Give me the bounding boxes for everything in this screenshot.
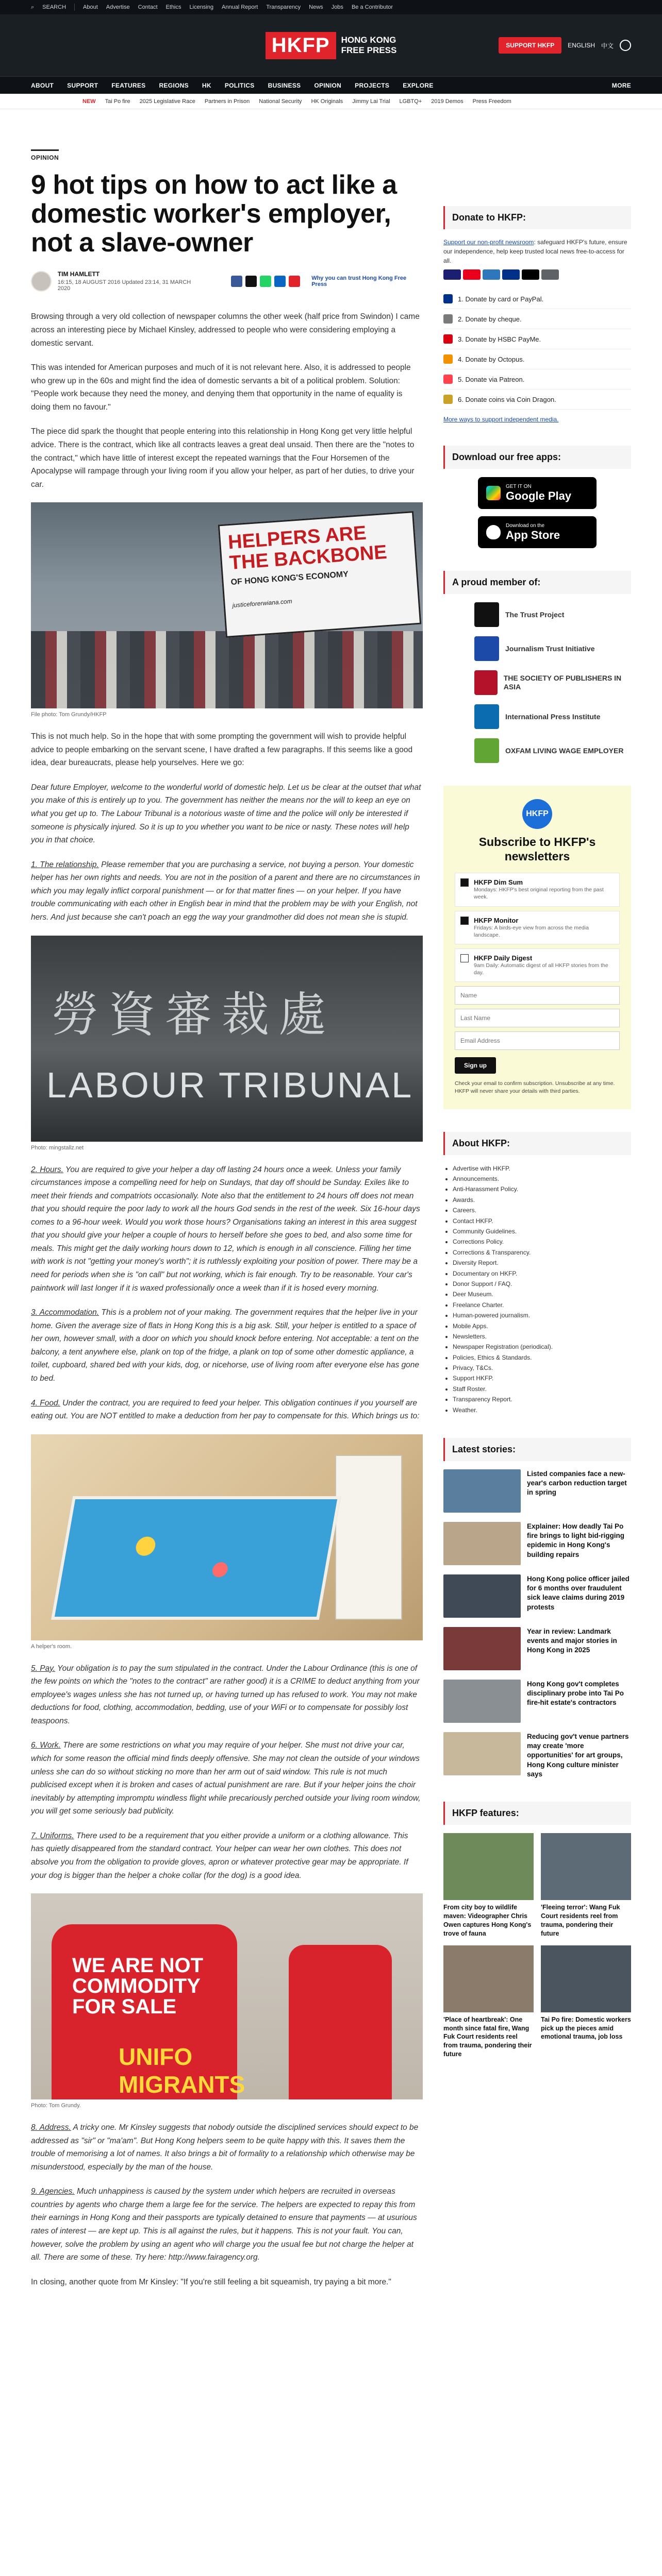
tip-heading: 4. Food. bbox=[31, 1398, 60, 1408]
banner-headline: HELPERS ARE THE BACKBONE bbox=[227, 522, 388, 574]
donate-option-label: 2. Donate by cheque. bbox=[458, 315, 522, 323]
topbar-link-transparency[interactable]: Transparency bbox=[266, 4, 301, 10]
red-shirt bbox=[52, 1924, 245, 2099]
story-thumbnail bbox=[443, 1627, 521, 1670]
paragraph bbox=[31, 1163, 423, 1295]
feature-card[interactable] bbox=[541, 1833, 631, 1938]
about-link[interactable]: • Mobile Apps. bbox=[453, 1321, 631, 1331]
about-link[interactable]: • Weather. bbox=[453, 1405, 631, 1415]
paragraph bbox=[31, 1662, 423, 1728]
latest-title: Latest stories: bbox=[443, 1438, 631, 1461]
donate-option-label: 1. Donate by card or PayPal. bbox=[458, 295, 544, 303]
latest-story[interactable] bbox=[443, 1732, 631, 1779]
linkedin-icon[interactable] bbox=[274, 276, 286, 287]
divider bbox=[74, 4, 75, 11]
about-link[interactable]: • Corrections & Transparency. bbox=[453, 1247, 631, 1258]
search-icon[interactable]: ⌕ bbox=[31, 4, 35, 10]
donate-description: : safeguard HKFP's future, ensure our independence, help keep trusted local news free-to-access for all. bbox=[443, 239, 627, 264]
trending-item[interactable]: Press Freedom bbox=[472, 98, 511, 105]
paragraph: This is not much help. So in the hope that with some prompting the government will wish to provide helpful advice to people embarking on the servant scene, I have drafted a few paragraphs. If this seems like a good idea, dear bureaucrats, please help yourselves. Here we go: bbox=[31, 732, 413, 768]
app-store-small: Download on the bbox=[506, 522, 545, 529]
photo-caption: A helper's room. bbox=[31, 1643, 72, 1650]
trending-label: NEW bbox=[82, 98, 96, 105]
topbar-link-annual-report[interactable]: Annual Report bbox=[222, 4, 258, 10]
story-title: Listed companies face a new-year's carbon reduction target in spring bbox=[527, 1470, 627, 1497]
membership-widget bbox=[443, 571, 631, 763]
about-link[interactable]: • Community Guidelines. bbox=[453, 1226, 631, 1236]
protest-banner bbox=[218, 511, 421, 638]
feature-title: Tai Po fire: Domestic workers pick up the pieces amid emotional trauma, job loss bbox=[541, 2015, 631, 2041]
story-thumbnail bbox=[443, 1574, 521, 1618]
feature-image bbox=[443, 1833, 534, 1900]
about-link[interactable]: • Advertise with HKFP. bbox=[453, 1163, 631, 1174]
google-pay-icon bbox=[541, 269, 559, 280]
feature-title: From city boy to wildlife maven: Videographer Chris Owen captures Hong Kong's trove of fauna bbox=[443, 1904, 532, 1937]
latest-story[interactable] bbox=[443, 1522, 631, 1565]
facebook-icon[interactable] bbox=[231, 276, 242, 287]
member-name: THE SOCIETY OF PUBLISHERS IN ASIA bbox=[503, 674, 622, 691]
nav-about[interactable]: ABOUT bbox=[31, 81, 54, 89]
story-thumbnail bbox=[443, 1680, 521, 1723]
trending-bar bbox=[0, 94, 662, 109]
latest-story[interactable] bbox=[443, 1469, 631, 1513]
trending-item[interactable]: National Security bbox=[259, 98, 302, 105]
page-content bbox=[0, 149, 662, 2300]
topbar-link-jobs[interactable]: Jobs bbox=[331, 4, 343, 10]
tip-body: You are required to give your helper a day off lasting 24 hours once a week. Unless your family circumstances impose a compelling need for help on Sundays, that day off should be Sunday. Exiles like to meet their friends and compatriots occasionally. Note also that the entitlement to 24 hours off does not mean that you should require the poor lady to work all the hours God sends in the rest of the week. Six 16-hour days comes to a 96-hour week. Would you work those hours? Organisations taking an interest in this area suggest that you should give your helper a couple of hours to herself before she goes to bed, and also some time for meals. This might get the daily working hours down to 12, which is enough in all conscience. Filling her time with work is not "getting your money's worth"; it is ruthlessly exploiting your position of power. There may be a need for periods when she is "on call" but not working, which is fair enough. Try to be reasonable. Your car's paintwork will last longer if it is waxed professionally once a week than if it is hosed every morning. bbox=[31, 1165, 420, 1293]
about-link[interactable]: • Documentary on HKFP. bbox=[453, 1268, 631, 1279]
author-name[interactable]: TIM HAMLETT bbox=[57, 270, 100, 278]
latest-stories-widget bbox=[443, 1438, 631, 1779]
nav-hk[interactable]: HK bbox=[202, 81, 211, 89]
donate-option[interactable] bbox=[443, 309, 631, 329]
story-title: Explainer: How deadly Tai Po fire brings to light bid-rigging epidemic in Hong Kong's building repairs bbox=[527, 1522, 624, 1558]
photo-labour-tribunal bbox=[31, 936, 423, 1142]
tip-body: This is a problem not of your making. The government requires that the helper live in your home. Given the average size of flats in Hong Kong this is a big ask. Still, your helper is entitled to a space of her own, however small, with a door on which you should knock before entering. Not acceptable: a tent on the balcony, a tent anywhere else, plank on top of the fridge, a plank on top of some other domestic appliance, a toilet, cupboard, shared bed with your kids, dog, or nicehorse, use of living room after everyone else has gone to bed. bbox=[31, 1308, 420, 1383]
member-item[interactable] bbox=[443, 738, 631, 763]
about-link[interactable]: • Donor Support / FAQ. bbox=[453, 1279, 631, 1289]
topbar-link-news[interactable]: News bbox=[309, 4, 323, 10]
paragraph: In closing, another quote from Mr Kinsley: "If you're still feeling a bit squeamish, try paying a bit more." bbox=[31, 2277, 391, 2286]
newsletter-desc: Fridays: A birds-eye view from across the media landscape. bbox=[474, 924, 589, 938]
tip-body: Under the contract, you are required to feed your helper. This obligation continues if you yourself are eating out. You are NOT entitled to make a deduction from her pay to compensate for this. Which brings us to: bbox=[31, 1398, 420, 1421]
tip-body: Much unhappiness is caused by the system under which helpers are recruited in overseas countries by agents who charge them a large fee for the service. The helpers are expected to repay this from their earnings in Hong Kong and their passports are typically detained to ensure that payments — at usurious rates of interest — are kept up. This is all against the rules, but it happens. This is not your fault. You can, however, solve the problem by using an agent who will charge you the usual fee but not charge the helper at all. There are some of these. Try here: http://www.fairagency.org. bbox=[31, 2187, 417, 2262]
trending-item[interactable]: LGBTQ+ bbox=[399, 98, 422, 105]
newsletter-title: Subscribe to HKFP's newsletters bbox=[478, 835, 596, 863]
topbar-link-advertise[interactable]: Advertise bbox=[106, 4, 130, 10]
nav-regions[interactable]: REGIONS bbox=[159, 81, 189, 89]
about-link[interactable]: • Corrections Policy. bbox=[453, 1236, 631, 1247]
donate-option[interactable] bbox=[443, 389, 631, 410]
nav-features[interactable]: FEATURES bbox=[111, 81, 146, 89]
photo-caption: Photo: mingstallz.net bbox=[31, 1144, 84, 1151]
features-widget bbox=[443, 1802, 631, 2059]
banner-subline: OF HONG KONG'S ECONOMY bbox=[230, 570, 349, 587]
topbar-link-licensing[interactable]: Licensing bbox=[189, 4, 213, 10]
sign-english: LABOUR TRIBUNAL bbox=[46, 1064, 414, 1105]
nav-more[interactable]: MORE bbox=[611, 81, 631, 89]
payme-icon bbox=[443, 334, 453, 344]
newsletter-desc: 9am Daily: Automatic digest of all HKFP stories from the day. bbox=[474, 962, 608, 976]
tip-heading: 7. Uniforms. bbox=[31, 1831, 74, 1840]
donate-option[interactable] bbox=[443, 289, 631, 309]
photo-caption: File photo: Tom Grundy/HKFP bbox=[31, 711, 107, 718]
newsletter-option[interactable] bbox=[455, 911, 620, 944]
apps-title: Download our free apps: bbox=[443, 446, 631, 469]
photo-caption: Photo: Tom Grundy. bbox=[31, 2103, 81, 2109]
paragraph bbox=[31, 858, 423, 924]
amex-icon bbox=[483, 269, 500, 280]
story-thumbnail bbox=[443, 1732, 521, 1775]
newsletter-option[interactable] bbox=[455, 948, 620, 982]
member-item[interactable] bbox=[443, 670, 631, 695]
donate-option-label: 6. Donate coins via Coin Dragon. bbox=[458, 395, 556, 403]
tip-body: There used to be a requirement that you either provide a uniform or a clothing allowance. This has quietly disappeared from the standard contract. Your helper can wear her own clothes. This does not absolve you from the obligation to provide gloves, apron or whatever protective gear may be appropriate. If your dog is bigger than the helper a choke collar (for the dog) is a good idea. bbox=[31, 1831, 408, 1880]
about-link[interactable]: • Policies, Ethics & Standards. bbox=[453, 1352, 631, 1363]
paragraph: This was intended for American purposes and much of it is not relevant here. Also, it is addressed to people who grew up in the 60s and might find the idea of domestic servants a bit of a political problem. Solution: "People work because they need the money, and denying them that opportunity in the name of equality is doing them no favour." bbox=[31, 363, 411, 412]
latest-story[interactable] bbox=[443, 1574, 631, 1618]
about-link[interactable]: • Transparency Report. bbox=[453, 1394, 631, 1404]
feature-image bbox=[541, 1945, 631, 2012]
google-play-button[interactable] bbox=[478, 477, 597, 509]
newsletter-desc: Mondays: HKFP's best original reporting from the past week. bbox=[474, 887, 604, 901]
paypal-icon bbox=[502, 269, 520, 280]
newsletter-logo: HKFP bbox=[522, 799, 552, 829]
story-title: Hong Kong gov't completes disciplinary probe into Tai Po fire-hit estate's contractors bbox=[527, 1680, 624, 1707]
support-hkfp-button[interactable]: SUPPORT HKFP bbox=[499, 37, 561, 54]
tip-body: There are some restrictions on what you may require of your helper. She must not drive your car, which for some reason the official mind finds deeply offensive. She may not clean the outside of your windows unless she can do so without sticking no more than her arm out of said window. This rule is not much publicised except when it is broken and cases of actual punishment are rare. But if your helper joins the choir inevitably by attempting impromptu windless flight while precariously perched outside your living room window, you will get some seriously bad publicity. bbox=[31, 1741, 421, 1816]
newsletter-option[interactable] bbox=[455, 873, 620, 906]
tip-heading: 6. Work. bbox=[31, 1741, 61, 1750]
paragraph bbox=[31, 1397, 423, 1423]
member-name: The Trust Project bbox=[505, 610, 565, 619]
paragraph: Browsing through a very old collection of newspaper columns the other week (half price from Swindon) I came across an interesting piece by Michael Kinsley, addressed to people who were considering employing a domestic servant. bbox=[31, 312, 420, 348]
masthead-actions bbox=[499, 37, 631, 54]
features-grid bbox=[443, 1833, 631, 2059]
cheque-icon bbox=[443, 314, 453, 324]
visa-icon bbox=[443, 269, 461, 280]
octopus-icon bbox=[443, 354, 453, 364]
donate-option-label: 5. Donate via Patreon. bbox=[458, 375, 525, 383]
article-dates: 16:15, 18 AUGUST 2016 Updated 23:14, 31 MARCH 2020 bbox=[57, 279, 191, 292]
member-name: Journalism Trust Initiative bbox=[505, 644, 595, 653]
first-name-input[interactable] bbox=[455, 986, 620, 1005]
sidebar bbox=[443, 149, 631, 2300]
byline-text bbox=[58, 270, 204, 292]
nav-support[interactable]: SUPPORT bbox=[67, 81, 98, 89]
paragraph bbox=[31, 2185, 423, 2264]
about-link[interactable]: • Newsletters. bbox=[453, 1331, 631, 1342]
red-shirt-2 bbox=[289, 1945, 392, 2099]
topbar-link-contributor[interactable]: Be a Contributor bbox=[351, 4, 393, 10]
sopa-icon bbox=[474, 670, 498, 695]
tip-heading: 9. Agencies. bbox=[31, 2187, 75, 2196]
language-chinese[interactable]: 中文 bbox=[601, 42, 614, 49]
photo-crowd bbox=[31, 631, 423, 708]
about-link[interactable]: • Contact HKFP. bbox=[453, 1216, 631, 1226]
about-link[interactable]: • Deer Museum. bbox=[453, 1289, 631, 1299]
about-link[interactable]: • Awards. bbox=[453, 1195, 631, 1205]
photo-protest-shirts bbox=[31, 1893, 423, 2099]
story-title: Year in review: Landmark events and major stories in Hong Kong in 2025 bbox=[527, 1628, 617, 1654]
email-icon[interactable] bbox=[289, 276, 300, 287]
trust-link[interactable]: Why you can trust Hong Kong Free Press bbox=[311, 275, 407, 287]
photo-helpers-banner bbox=[31, 502, 423, 708]
donate-option[interactable] bbox=[443, 349, 631, 369]
trending-item[interactable]: Jimmy Lai Trial bbox=[352, 98, 390, 105]
newsletter-option-text bbox=[474, 917, 614, 939]
member-name: International Press Institute bbox=[505, 712, 601, 721]
oxfam-icon bbox=[474, 738, 499, 763]
donate-title: Donate to HKFP: bbox=[443, 206, 631, 229]
newsletter-option-text bbox=[474, 954, 614, 976]
author-avatar bbox=[31, 271, 52, 292]
masthead bbox=[0, 14, 662, 76]
tip-heading: 2. Hours. bbox=[31, 1165, 63, 1174]
nav-projects[interactable]: PROJECTS bbox=[355, 81, 390, 89]
feature-title: 'Fleeing terror': Wang Fuk Court residents reel from trauma, pondering their future bbox=[541, 1904, 620, 1937]
checkbox-checked[interactable] bbox=[460, 917, 469, 925]
about-link[interactable]: • Privacy, T&Cs. bbox=[453, 1363, 631, 1373]
photo-cabinet bbox=[335, 1455, 402, 1620]
feature-card[interactable] bbox=[443, 1945, 534, 2059]
story-thumbnail bbox=[443, 1522, 521, 1565]
feature-image bbox=[541, 1833, 631, 1900]
about-link[interactable]: • Careers. bbox=[453, 1205, 631, 1215]
about-title: About HKFP: bbox=[443, 1132, 631, 1155]
paragraph bbox=[31, 1739, 423, 1818]
paragraph: The piece did spark the thought that people entering into this relationship in Hong Kong get very little helpful advice. There is the contract, which like all contracts leaves a great deal unsaid. Then there are the "notes to the contract," which have little of interest except the repeated warnings that the Four Horsemen of the Apocalypse will rampage through your living room if you allow your helper, as part of her duties, to drive your car. bbox=[31, 427, 415, 489]
donate-option[interactable] bbox=[443, 329, 631, 349]
paragraph bbox=[31, 2121, 423, 2174]
email-input[interactable] bbox=[455, 1031, 620, 1050]
newsletter-name: HKFP Daily Digest bbox=[474, 954, 533, 962]
donate-link[interactable]: Support our non-profit newsroom bbox=[443, 239, 534, 246]
newsletter-name: HKFP Dim Sum bbox=[474, 878, 523, 887]
more-ways-link[interactable]: More ways to support independent media. bbox=[443, 416, 559, 423]
member-item[interactable] bbox=[443, 602, 631, 627]
topbar-link-contact[interactable]: Contact bbox=[138, 4, 158, 10]
member-item[interactable] bbox=[443, 704, 631, 729]
donate-options bbox=[443, 289, 631, 410]
photo-helpers-room bbox=[31, 1434, 423, 1640]
tip-heading: 8. Address. bbox=[31, 2123, 71, 2132]
google-play-big: Google Play bbox=[506, 489, 572, 502]
about-link[interactable]: • Staff Roster. bbox=[453, 1384, 631, 1394]
topbar-link-ethics[interactable]: Ethics bbox=[166, 4, 181, 10]
sign-chinese: 勞資審裁處 bbox=[52, 987, 336, 1042]
tip-heading: 3. Accommodation. bbox=[31, 1308, 100, 1317]
story-thumbnail bbox=[443, 1469, 521, 1513]
payment-cards bbox=[443, 269, 631, 280]
logo-mark: HKFP bbox=[266, 32, 336, 59]
donate-option-label: 4. Donate by Octopus. bbox=[458, 355, 525, 363]
about-link[interactable]: • Diversity Report. bbox=[453, 1258, 631, 1268]
paragraph bbox=[31, 1829, 423, 1882]
apps-widget bbox=[443, 446, 631, 548]
about-link[interactable]: • Support HKFP. bbox=[453, 1373, 631, 1383]
features-title: HKFP features: bbox=[443, 1802, 631, 1825]
paragraph bbox=[31, 1306, 423, 1385]
newsletter-name: HKFP Monitor bbox=[474, 916, 519, 924]
tip-body: Please remember that you are purchasing a service, not buying a person. Your domestic helper has her own rights and needs. You are not in the position of a parent and there are no circumstances in which you may legally inflict corporal punishment — or for that matter fines — on your helper. If you have trouble communicating with each other in English bear in mind that the problem may be with your English, not hers. And just because she can't poach an egg the way your grandmother did does not mean she is stupid. bbox=[31, 860, 420, 922]
tip-body: A tricky one. Mr Kinsley suggests that nobody outside the disciplined services should expect to be addressed as "sir" or "ma'am". But Hong Kong helpers seem to be quite happy with this. It saves them the trouble of memorising a lot of names. It also brings a bit of formality to a relationship which otherwise may be misunderstood, especially by the man of the house. bbox=[31, 2123, 419, 2172]
app-store-text bbox=[506, 523, 560, 542]
site-logo[interactable] bbox=[266, 32, 397, 59]
tip-body: Your obligation is to pay the sum stipulated in the contract. Under the Labour Ordinance (this is one of the few points on which the "notes to the contract" are rather good) it is a CRIME to deduct anything from your employee's wages unless she has not turned up, or having turned up has refused to work. You may not make deductions for food, clothing, accommodation, bedding, use of your WiFi or to compensate for possibly lost teaspoons. bbox=[31, 1664, 420, 1725]
trending-item[interactable]: 2025 Legislative Race bbox=[139, 98, 195, 105]
user-account-icon[interactable] bbox=[620, 40, 631, 51]
feature-title: 'Place of heartbreak': One month since fatal fire, Wang Fuk Court residents reel from trauma, pondering their future bbox=[443, 2015, 532, 2058]
member-item[interactable] bbox=[443, 636, 631, 661]
donate-text bbox=[443, 238, 631, 265]
signup-button[interactable]: Sign up bbox=[455, 1057, 496, 1074]
logo-line-1: HONG KONG bbox=[341, 35, 396, 45]
trending-item[interactable]: HK Originals bbox=[311, 98, 343, 105]
apple-icon bbox=[486, 525, 501, 539]
google-play-icon bbox=[486, 486, 501, 500]
newsletter-option-text bbox=[474, 878, 614, 901]
nav-opinion[interactable]: OPINION bbox=[314, 81, 342, 89]
top-utility-bar bbox=[0, 0, 662, 14]
nav-business[interactable]: BUSINESS bbox=[268, 81, 301, 89]
about-link[interactable]: • Freelance Charter. bbox=[453, 1300, 631, 1310]
mastercard-icon bbox=[463, 269, 481, 280]
jti-icon bbox=[474, 636, 499, 661]
trending-item[interactable]: Tai Po fire bbox=[105, 98, 130, 105]
article-category[interactable]: OPINION bbox=[31, 149, 59, 161]
logo-wordmark bbox=[341, 35, 397, 55]
tip-heading: 5. Pay. bbox=[31, 1664, 56, 1673]
feature-image bbox=[443, 1945, 534, 2012]
feature-card[interactable] bbox=[541, 1945, 631, 2059]
latest-story[interactable] bbox=[443, 1627, 631, 1670]
about-link[interactable]: • Human-powered journalism. bbox=[453, 1310, 631, 1320]
trending-item[interactable]: 2019 Demos bbox=[431, 98, 464, 105]
main-navigation bbox=[0, 76, 662, 94]
ipi-icon bbox=[474, 704, 499, 729]
latest-story[interactable] bbox=[443, 1680, 631, 1723]
about-link[interactable]: • Newspaper Registration (periodical). bbox=[453, 1342, 631, 1352]
member-title: A proud member of: bbox=[443, 571, 631, 594]
x-twitter-icon[interactable] bbox=[245, 276, 257, 287]
donate-widget bbox=[443, 206, 631, 423]
checkbox-checked[interactable] bbox=[460, 878, 469, 887]
app-store-big: App Store bbox=[506, 528, 560, 541]
google-play-text bbox=[506, 484, 571, 503]
checkbox-unchecked[interactable] bbox=[460, 954, 469, 962]
article-headline: 9 hot tips on how to act like a domestic worker's employer, not a slave-owner bbox=[31, 170, 397, 258]
whatsapp-icon[interactable] bbox=[260, 276, 271, 287]
search-link[interactable]: SEARCH bbox=[42, 4, 67, 10]
trending-item[interactable]: Partners in Prison bbox=[204, 98, 250, 105]
about-links bbox=[443, 1163, 631, 1415]
apple-pay-icon bbox=[522, 269, 539, 280]
banner-url: justiceforerwiana.com bbox=[232, 597, 293, 609]
card-icon bbox=[443, 294, 453, 303]
google-play-small: GET IT ON bbox=[506, 483, 532, 489]
app-store-button[interactable] bbox=[478, 516, 597, 548]
patreon-icon bbox=[443, 375, 453, 384]
photo-bed bbox=[51, 1496, 341, 1620]
about-link[interactable]: • Anti-Harassment Policy. bbox=[453, 1184, 631, 1194]
paragraph: Dear future Employer, welcome to the wonderful world of domestic help. Let us be clear at the outset that what you make of this is entirely up to you. The government has neither the means nor the will to keep an eye on what you get up to. The Labour Tribunal is a notorious waste of time and the police will only be interested if someone is physically injured. So it is up to you whether you want to be nice or nasty. These notes will help you in that choice. bbox=[31, 783, 421, 845]
tip-heading: 1. The relationship. bbox=[31, 860, 99, 869]
coin-icon bbox=[443, 395, 453, 404]
logo-line-2: FREE PRESS bbox=[341, 45, 397, 55]
trust-project-icon bbox=[474, 602, 499, 627]
nav-politics[interactable]: POLITICS bbox=[224, 81, 255, 89]
shirt-text-2: UNIFO MIGRANTS bbox=[119, 2043, 245, 2098]
story-title: Hong Kong police officer jailed for 6 months over fraudulent sick leave claims during 2019 protests bbox=[527, 1575, 630, 1611]
byline bbox=[31, 270, 423, 292]
feature-card[interactable] bbox=[443, 1833, 534, 1938]
nav-explore[interactable]: EXPLORE bbox=[403, 81, 434, 89]
article bbox=[31, 149, 423, 2300]
story-title: Reducing gov't venue partners may create 'more opportunities' for art groups, Hong Kong culture minister says bbox=[527, 1733, 629, 1778]
last-name-input[interactable] bbox=[455, 1009, 620, 1027]
donate-option[interactable] bbox=[443, 369, 631, 389]
topbar-link-about[interactable]: About bbox=[83, 4, 98, 10]
donate-option-label: 3. Donate by HSBC PayMe. bbox=[458, 335, 541, 343]
language-english[interactable]: ENGLISH bbox=[568, 42, 595, 49]
shirt-text: WE ARE NOT COMMODITY FOR SALE bbox=[72, 1954, 204, 2019]
newsletter-note: Check your email to confirm subscription. Unsubscribe at any time. HKFP will never share your details with third parties. bbox=[455, 1080, 615, 1095]
about-widget bbox=[443, 1132, 631, 1415]
share-buttons bbox=[231, 276, 300, 287]
newsletter-signup bbox=[443, 786, 631, 1109]
about-link[interactable]: • Announcements. bbox=[453, 1174, 631, 1184]
member-name: OXFAM LIVING WAGE EMPLOYER bbox=[505, 746, 624, 755]
